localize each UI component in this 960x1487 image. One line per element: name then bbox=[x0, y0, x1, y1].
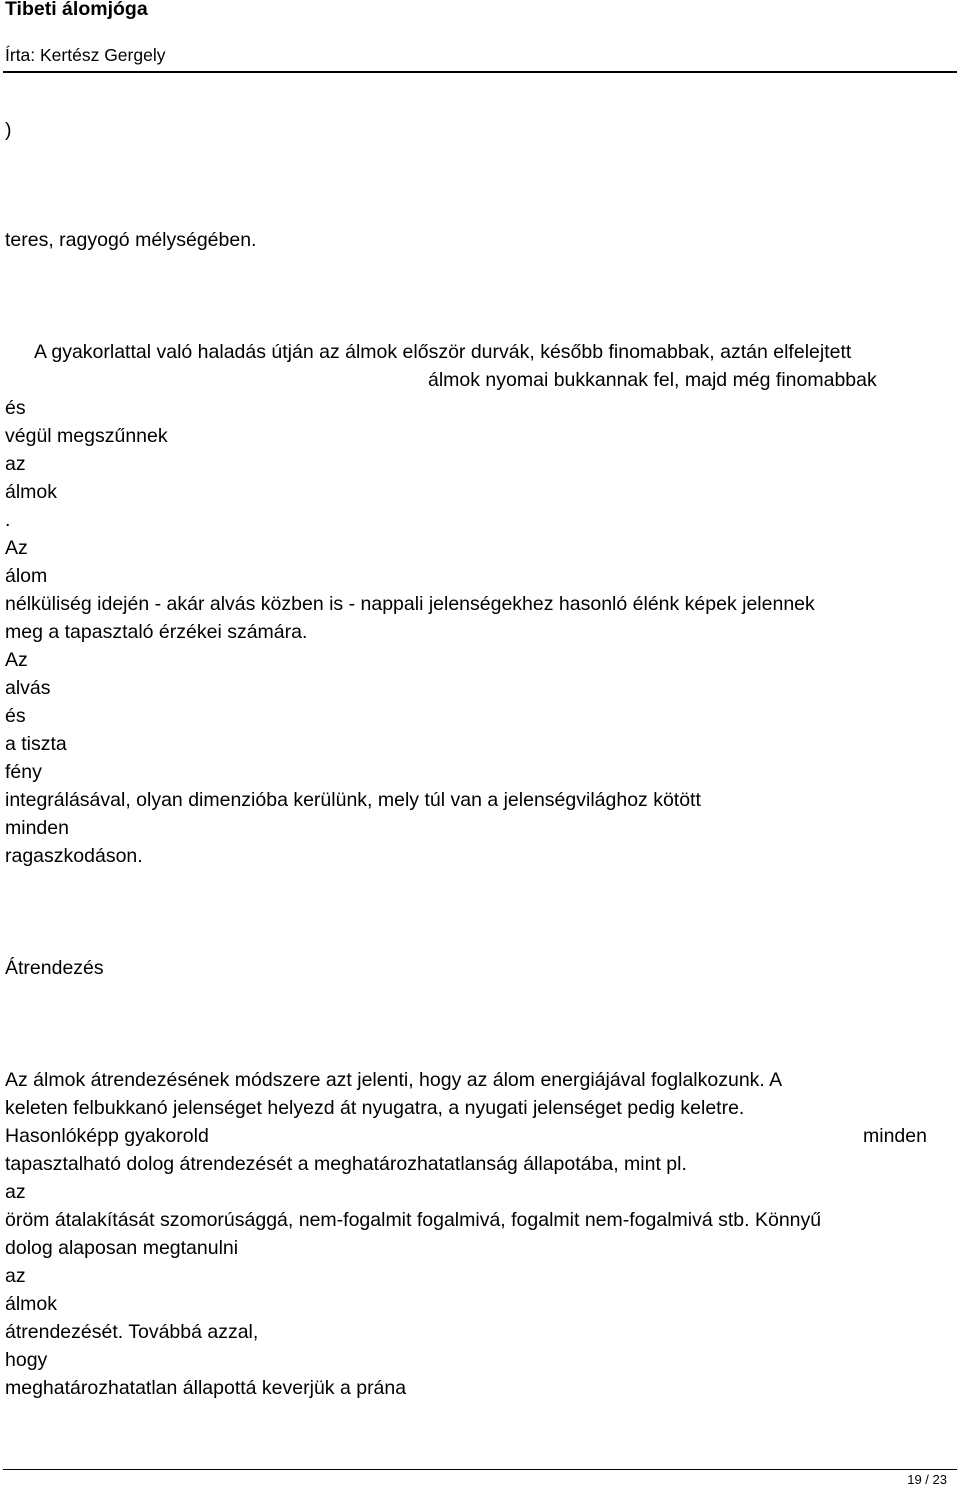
text-line: ragaszkodáson. bbox=[5, 845, 143, 867]
text-line: álmok bbox=[5, 1293, 58, 1315]
text-line: Az bbox=[5, 649, 28, 671]
text-line: A gyakorlattal való haladás útján az álmok először durvák, később finomabbak, aztán elfelejtett bbox=[34, 341, 852, 363]
text-line: az bbox=[5, 1181, 26, 1203]
text-line: teres, ragyogó mélységében. bbox=[5, 229, 257, 251]
text-line: álom bbox=[5, 565, 48, 587]
text-line: álmok bbox=[5, 481, 58, 503]
text-line: álmok nyomai bukkannak fel, majd még finomabbak bbox=[428, 369, 877, 391]
text-line: tapasztalható dolog átrendezését a meghatározhatatlanság állapotába, mint pl. bbox=[5, 1153, 687, 1175]
text-line: öröm átalakítását szomorúsággá, nem-fogalmit fogalmivá, fogalmit nem-fogalmivá stb. Könnyű bbox=[5, 1209, 822, 1231]
text-line: végül megszűnnek bbox=[5, 425, 168, 447]
text-line: Az álmok átrendezésének módszere azt jelenti, hogy az álom energiájával foglalkozunk. A bbox=[5, 1069, 783, 1091]
text-line: dolog alaposan megtanulni bbox=[5, 1237, 239, 1259]
text-line: hogy bbox=[5, 1349, 48, 1371]
document-author: Írta: Kertész Gergely bbox=[5, 45, 166, 65]
text-line: meghatározhatatlan állapottá keverjük a prána bbox=[5, 1377, 407, 1399]
text-line: a tiszta bbox=[5, 733, 67, 755]
text-line: alvás bbox=[5, 677, 51, 699]
text-line: és bbox=[5, 397, 26, 419]
text-line: meg a tapasztaló érzékei számára. bbox=[5, 621, 308, 643]
text-line: nélküliség idején - akár alvás közben is - nappali jelenségekhez hasonló élénk képek jelennek bbox=[5, 593, 815, 615]
page-number: 19 / 23 bbox=[907, 1472, 947, 1487]
text-line: integrálásával, olyan dimenzióba kerülünk, mely túl van a jelenségvilághoz kötött bbox=[5, 789, 701, 811]
footer-divider bbox=[3, 1469, 957, 1470]
text-line: . bbox=[5, 509, 11, 531]
text-line: ) bbox=[5, 119, 12, 141]
text-line: minden bbox=[863, 1125, 927, 1147]
text-line: átrendezését. Továbbá azzal, bbox=[5, 1321, 259, 1343]
document-title: Tibeti álomjóga bbox=[5, 0, 148, 20]
section-heading: Átrendezés bbox=[5, 957, 104, 979]
text-line: és bbox=[5, 705, 26, 727]
header-divider bbox=[3, 71, 957, 73]
text-line: az bbox=[5, 453, 26, 475]
text-line: keleten felbukkanó jelenséget helyezd át nyugatra, a nyugati jelenséget pedig keletre. bbox=[5, 1097, 745, 1119]
text-line: Hasonlóképp gyakorold bbox=[5, 1125, 209, 1147]
text-line: Az bbox=[5, 537, 28, 559]
text-line: az bbox=[5, 1265, 26, 1287]
text-line: minden bbox=[5, 817, 69, 839]
text-line: fény bbox=[5, 761, 42, 783]
